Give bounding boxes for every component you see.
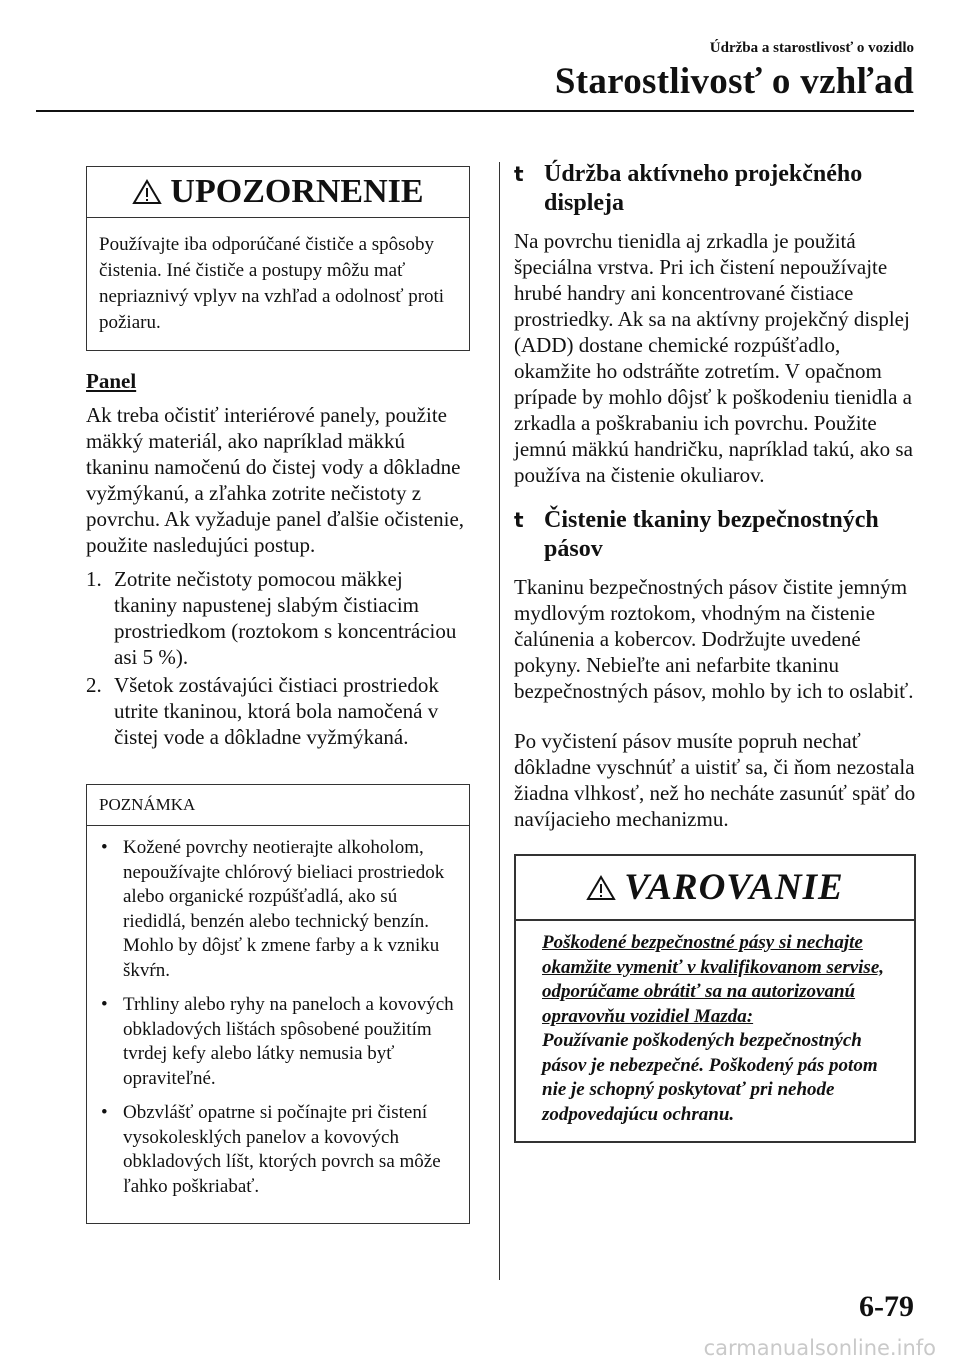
panel-intro: Ak treba očistiť interiérové panely, použite mäkký materiál, ako napríklad mäkkú tkaninu namočenú do čistej vody a dôkladne vyžmýkanú, a zľahka zotrite nečistoty z povrchu. Ak vyžaduje panel ďalšie očistenie, použite nasledujúci postup. — [86, 403, 465, 557]
section-heading-add — [514, 160, 916, 218]
note-item-text: Obzvlášť opatrne si počínajte pri čistení vysokolesklých panelov a kovových obkladových líšt, ktorých povrch sa môže ľahko poškriabať. — [123, 1102, 441, 1197]
caution-box-title: UPOZORNENIE — [170, 173, 424, 210]
column-divider — [499, 162, 500, 1280]
section-title: Čistenie tkaniny bezpečnostných pásov — [544, 507, 879, 562]
note-box-title: POZNÁMKA — [87, 785, 469, 826]
caution-box — [86, 166, 470, 351]
note-box — [86, 784, 470, 1224]
left-column — [86, 166, 470, 1224]
note-item-text: Trhliny alebo ryhy na paneloch a kovových obkladových lištách spôsobené použitím tvrdej kefy alebo látky nemusia byť opraviteľné. — [123, 994, 454, 1089]
right-column — [514, 160, 916, 1143]
caution-box-body: Používajte iba odporúčané čističe a spôsoby čistenia. Iné čističe a postupy môžu mať nepriaznivý vplyv na vzhľad a odolnosť proti požiaru. — [99, 234, 445, 333]
step-number: 2. — [86, 673, 102, 697]
warning-box-body — [516, 921, 914, 1141]
warning-box — [514, 854, 916, 1143]
note-item — [97, 993, 455, 1091]
section-body: Po vyčistení pásov musíte popruh nechať dôkladne vyschnúť a uistiť sa, či ňom nezostala žiadna vlhkosť, než ho necháte zasunúť späť do navíjacieho mechanizmu. — [514, 729, 916, 831]
caution-box-header — [87, 167, 469, 218]
panel-steps — [86, 566, 470, 750]
step-item — [86, 672, 470, 750]
bullet-icon: • — [101, 1102, 108, 1123]
step-text: Zotrite nečistoty pomocou mäkkej tkaniny napustenej slabým čistiacim prostriedkom (roztokom s koncentráciou asi 5 %). — [114, 567, 457, 669]
section-title: Údržba aktívneho projekčného displeja — [544, 161, 863, 216]
bullet-icon: • — [101, 837, 108, 858]
watermark: carmanualsonline.info — [703, 1336, 936, 1360]
note-item-text: Kožené povrchy neotierajte alkoholom, nepoužívajte chlórový bieliaci prostriedok alebo organické rozpúšťadlá, ako sú riedidlá, benzén alebo technický benzín. Mohlo by dôjsť k zmene farby a k vzniku škvŕn. — [123, 837, 445, 981]
step-item — [86, 566, 470, 670]
header-rule — [36, 110, 914, 112]
section-body: Tkaninu bezpečnostných pásov čistite jemným mydlovým roztokom, vhodným na čistenie čalúnenia a kobercov. Dodržujte uvedené pokyny. Nebieľte ani nefarbite tkaninu bezpečnostných pásov, mohlo by ich to oslabiť. — [514, 575, 914, 703]
bullet-icon: • — [101, 994, 108, 1015]
warning-box-header — [516, 856, 914, 921]
section-marker-icon: t — [514, 508, 524, 532]
warning-box-title: VAROVANIE — [624, 867, 844, 908]
section-marker-icon: t — [514, 162, 524, 186]
header-subtitle: Údržba a starostlivosť o vozidlo — [709, 40, 914, 56]
note-item — [97, 1101, 455, 1199]
note-box-body — [87, 826, 469, 1223]
section-heading-seatbelt — [514, 506, 916, 564]
step-number: 1. — [86, 567, 102, 591]
warning-text: Používanie poškodených bezpečnostných pásov je nebezpečné. Poškodený pás potom nie je schopný poskytovať pri nehode zodpovedajúcu ochranu. — [542, 1030, 878, 1125]
step-text: Všetok zostávajúci čistiaci prostriedok utrite tkaninou, ktorá bola namočená v čistej vode a dôkladne vyžmýkaná. — [114, 673, 439, 749]
page-title: Starostlivosť o vzhľad — [554, 61, 914, 102]
warning-triangle-icon — [586, 875, 616, 901]
page-number: 6-79 — [859, 1290, 914, 1323]
warning-underlined-text: Poškodené bezpečnostné pásy si nechajte okamžite vymeniť v kvalifikovanom servise, odporúčame obrátiť sa na autorizovanú opravovňu vozidiel Mazda: — [542, 932, 884, 1027]
panel-heading: Panel — [86, 369, 137, 393]
warning-triangle-icon — [132, 179, 162, 205]
section-body: Na povrchu tienidla aj zrkadla je použitá špeciálna vrstva. Pri ich čistení nepoužívajte hrubé handry ani koncentrované čistiace prostriedky. Ak sa na aktívny projekčný displej (ADD) dostane chemické rozpúšťadlo, okamžite ho odstráňte zotretím. V opačnom prípade by mohlo dôjsť k poškodeniu tienidla a zrkadla a poškrabaniu ich povrchu. Použite jemnú mäkkú handričku, napríklad takú, ako sa používa na čistenie okuliarov. — [514, 229, 913, 487]
note-item — [97, 836, 455, 983]
